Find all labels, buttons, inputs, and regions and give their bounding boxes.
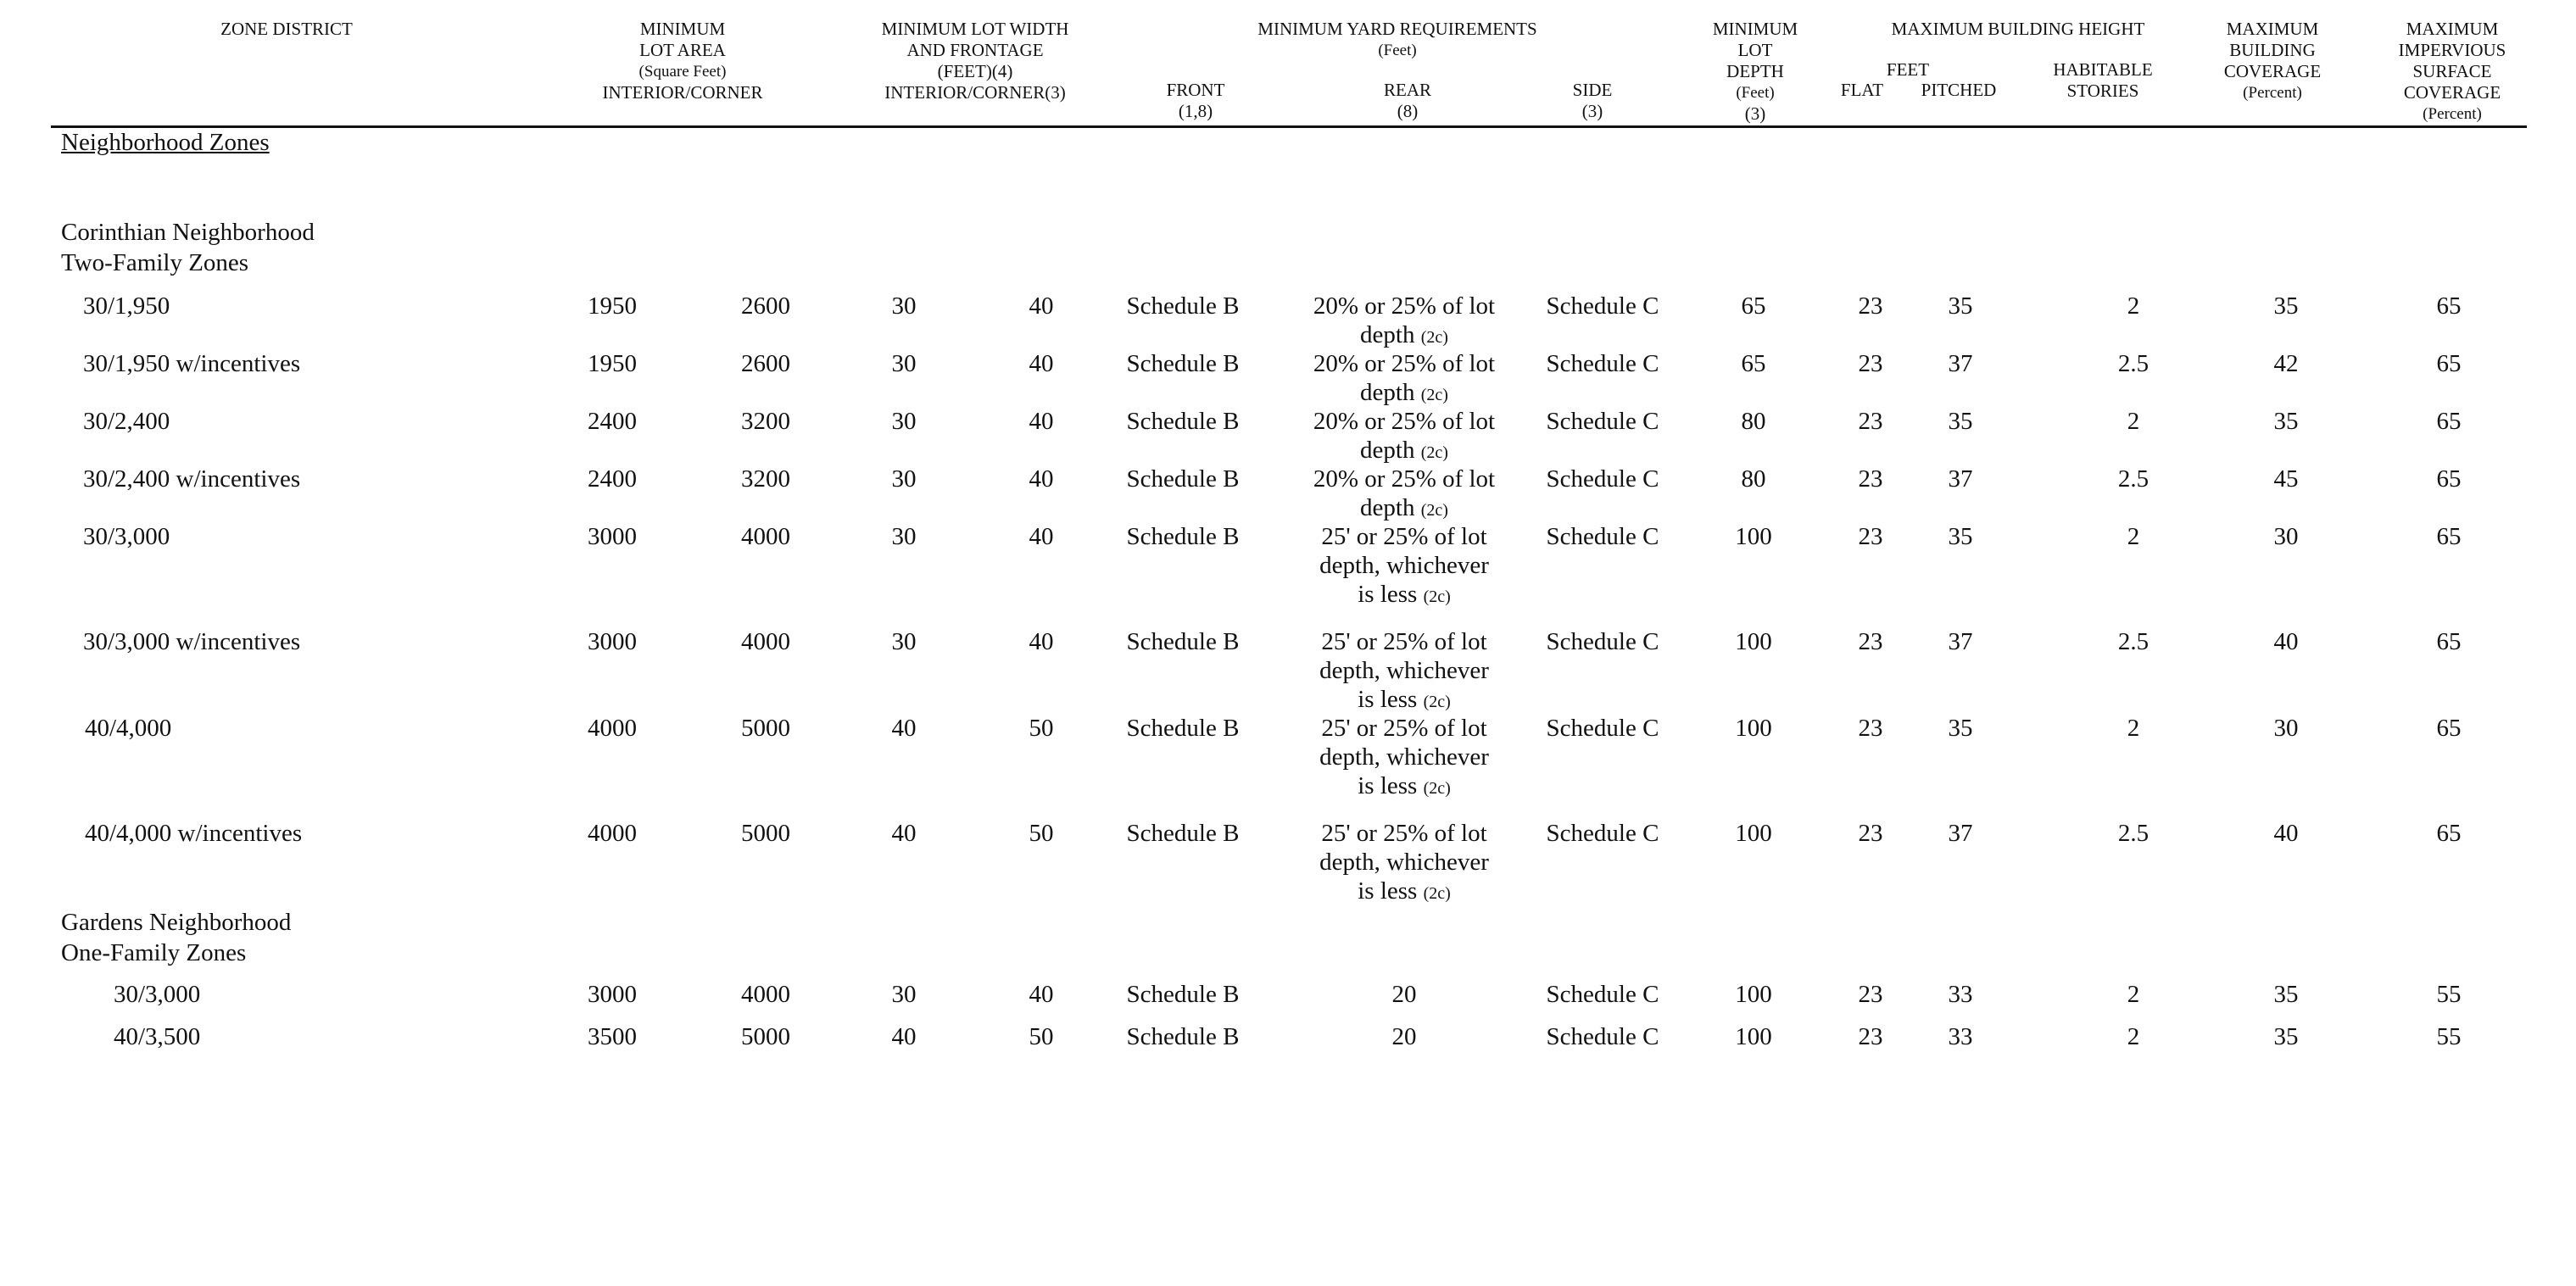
impervious-coverage-cell: 65 — [2436, 465, 2462, 493]
area-corner-cell: 3200 — [741, 465, 790, 493]
area-corner-cell: 4000 — [741, 523, 790, 550]
section-gardens: Gardens Neighborhood One-Family Zones — [61, 909, 292, 966]
front-yard-cell: Schedule B — [1126, 981, 1240, 1008]
area-interior-cell: 2400 — [588, 465, 637, 493]
height-pitched-cell: 37 — [1948, 350, 1973, 377]
height-pitched-cell: 33 — [1948, 1023, 1973, 1050]
header-front: FRONT (1,8) — [1166, 80, 1225, 121]
side-yard-cell: Schedule C — [1546, 292, 1659, 320]
lot-depth-cell: 100 — [1735, 1023, 1772, 1050]
table-row — [0, 714, 2576, 799]
header-pitched: PITCHED — [1921, 80, 1997, 100]
table-row — [0, 522, 2576, 608]
lot-depth-cell: 100 — [1735, 628, 1772, 655]
area-interior-cell: 3000 — [588, 981, 637, 1008]
rear-yard-cell: 20% or 25% of lot depth (2c) — [1313, 350, 1496, 406]
height-flat-cell: 23 — [1858, 350, 1883, 377]
side-yard-cell: Schedule C — [1546, 1023, 1659, 1050]
height-flat-cell: 23 — [1858, 1023, 1883, 1050]
width-corner-cell: 40 — [1029, 292, 1054, 320]
lot-depth-cell: 65 — [1741, 292, 1766, 320]
section-neighborhood-zones: Neighborhood Zones — [61, 129, 270, 156]
area-corner-cell: 3200 — [741, 408, 790, 435]
area-corner-cell: 5000 — [741, 820, 790, 847]
impervious-coverage-cell: 65 — [2436, 523, 2462, 550]
front-yard-cell: Schedule B — [1126, 1023, 1240, 1050]
height-pitched-cell: 37 — [1948, 465, 1973, 493]
area-interior-cell: 1950 — [588, 292, 637, 320]
stories-cell: 2 — [2127, 1023, 2140, 1050]
width-interior-cell: 40 — [891, 820, 917, 847]
building-coverage-cell: 40 — [2273, 820, 2299, 847]
height-pitched-cell: 35 — [1948, 292, 1973, 320]
rear-yard-cell: 25' or 25% of lot depth, whichever is less (2c) — [1319, 628, 1489, 713]
table-row — [0, 980, 2576, 1008]
height-flat-cell: 23 — [1858, 820, 1883, 847]
header-min-lot-width: MINIMUM LOT WIDTH AND FRONTAGE (FEET)(4) INTERIOR/CORNER(3) — [881, 19, 1069, 103]
zone-cell: 40/4,000 w/incentives — [85, 820, 303, 847]
impervious-coverage-cell: 65 — [2436, 820, 2462, 847]
table-row — [0, 1022, 2576, 1050]
height-flat-cell: 23 — [1858, 408, 1883, 435]
header-divider — [51, 125, 2527, 128]
area-interior-cell: 1950 — [588, 350, 637, 377]
area-interior-cell: 3500 — [588, 1023, 637, 1050]
header-min-lot-area: MINIMUM LOT AREA (Square Feet) INTERIOR/CORNER — [602, 19, 763, 103]
header-max-impervious: MAXIMUM IMPERVIOUS SURFACE COVERAGE (Percent) — [2398, 19, 2506, 123]
zone-cell: 40/3,500 — [114, 1023, 201, 1050]
front-yard-cell: Schedule B — [1126, 820, 1240, 847]
building-coverage-cell: 30 — [2273, 715, 2299, 742]
zone-cell: 30/1,950 w/incentives — [83, 350, 301, 377]
width-corner-cell: 50 — [1029, 715, 1054, 742]
front-yard-cell: Schedule B — [1126, 350, 1240, 377]
height-pitched-cell: 37 — [1948, 628, 1973, 655]
table-row — [0, 819, 2576, 905]
width-interior-cell: 30 — [891, 981, 917, 1008]
width-corner-cell: 40 — [1029, 628, 1054, 655]
building-coverage-cell: 30 — [2273, 523, 2299, 550]
section-corinthian: Corinthian Neighborhood Two-Family Zones — [61, 219, 315, 276]
table-row — [0, 349, 2576, 406]
side-yard-cell: Schedule C — [1546, 408, 1659, 435]
header-zone-district: ZONE DISTRICT — [220, 19, 353, 39]
building-coverage-cell: 35 — [2273, 292, 2299, 320]
width-interior-cell: 30 — [891, 628, 917, 655]
lot-depth-cell: 100 — [1735, 523, 1772, 550]
width-corner-cell: 40 — [1029, 350, 1054, 377]
height-flat-cell: 23 — [1858, 523, 1883, 550]
header-min-lot-depth: MINIMUM LOT DEPTH (Feet) (3) — [1712, 19, 1798, 124]
height-pitched-cell: 35 — [1948, 408, 1973, 435]
height-flat-cell: 23 — [1858, 981, 1883, 1008]
height-flat-cell: 23 — [1858, 715, 1883, 742]
header-habitable-stories: HABITABLE STORIES — [2053, 59, 2153, 101]
front-yard-cell: Schedule B — [1126, 715, 1240, 742]
area-corner-cell: 4000 — [741, 628, 790, 655]
header-side: SIDE (3) — [1572, 80, 1613, 121]
width-interior-cell: 40 — [891, 1023, 917, 1050]
height-pitched-cell: 37 — [1948, 820, 1973, 847]
stories-cell: 2.5 — [2117, 628, 2149, 655]
side-yard-cell: Schedule C — [1546, 820, 1659, 847]
width-interior-cell: 30 — [891, 523, 917, 550]
stories-cell: 2.5 — [2117, 465, 2149, 493]
height-pitched-cell: 35 — [1948, 523, 1973, 550]
width-corner-cell: 50 — [1029, 1023, 1054, 1050]
building-coverage-cell: 35 — [2273, 408, 2299, 435]
height-flat-cell: 23 — [1858, 465, 1883, 493]
side-yard-cell: Schedule C — [1546, 523, 1659, 550]
impervious-coverage-cell: 55 — [2436, 981, 2462, 1008]
stories-cell: 2.5 — [2117, 350, 2149, 377]
area-interior-cell: 3000 — [588, 628, 637, 655]
height-flat-cell: 23 — [1858, 628, 1883, 655]
lot-depth-cell: 100 — [1735, 715, 1772, 742]
header-rear: REAR (8) — [1383, 80, 1432, 121]
rear-yard-cell: 25' or 25% of lot depth, whichever is less (2c) — [1319, 820, 1489, 905]
zone-cell: 40/4,000 — [85, 715, 172, 742]
front-yard-cell: Schedule B — [1126, 628, 1240, 655]
height-pitched-cell: 33 — [1948, 981, 1973, 1008]
header-feet: FEET — [1886, 59, 1930, 80]
stories-cell: 2.5 — [2117, 820, 2149, 847]
area-corner-cell: 2600 — [741, 292, 790, 320]
front-yard-cell: Schedule B — [1126, 465, 1240, 493]
zone-cell: 30/2,400 w/incentives — [83, 465, 301, 493]
area-corner-cell: 5000 — [741, 715, 790, 742]
header-min-yard: MINIMUM YARD REQUIREMENTS (Feet) — [1257, 19, 1537, 59]
rear-yard-cell: 20% or 25% of lot depth (2c) — [1313, 408, 1496, 464]
building-coverage-cell: 42 — [2273, 350, 2299, 377]
impervious-coverage-cell: 65 — [2436, 350, 2462, 377]
rear-yard-cell: 20% or 25% of lot depth (2c) — [1313, 465, 1496, 521]
stories-cell: 2 — [2127, 292, 2140, 320]
area-interior-cell: 2400 — [588, 408, 637, 435]
impervious-coverage-cell: 55 — [2436, 1023, 2462, 1050]
width-interior-cell: 30 — [891, 350, 917, 377]
stories-cell: 2 — [2127, 981, 2140, 1008]
stories-cell: 2 — [2127, 715, 2140, 742]
lot-depth-cell: 80 — [1741, 465, 1766, 493]
rear-yard-cell: 20 — [1391, 981, 1417, 1008]
rear-yard-cell: 25' or 25% of lot depth, whichever is less (2c) — [1319, 715, 1489, 799]
header-flat: FLAT — [1840, 80, 1884, 100]
building-coverage-cell: 40 — [2273, 628, 2299, 655]
lot-depth-cell: 100 — [1735, 981, 1772, 1008]
area-interior-cell: 4000 — [588, 820, 637, 847]
building-coverage-cell: 35 — [2273, 1023, 2299, 1050]
zone-cell: 30/3,000 w/incentives — [83, 628, 301, 655]
area-interior-cell: 3000 — [588, 523, 637, 550]
lot-depth-cell: 65 — [1741, 350, 1766, 377]
side-yard-cell: Schedule C — [1546, 981, 1659, 1008]
zone-cell: 30/3,000 — [83, 523, 170, 550]
rear-yard-cell: 20% or 25% of lot depth (2c) — [1313, 292, 1496, 348]
height-pitched-cell: 35 — [1948, 715, 1973, 742]
width-corner-cell: 40 — [1029, 981, 1054, 1008]
impervious-coverage-cell: 65 — [2436, 292, 2462, 320]
area-corner-cell: 4000 — [741, 981, 790, 1008]
building-coverage-cell: 45 — [2273, 465, 2299, 493]
width-interior-cell: 30 — [891, 408, 917, 435]
stories-cell: 2 — [2127, 408, 2140, 435]
rear-yard-cell: 25' or 25% of lot depth, whichever is less (2c) — [1319, 523, 1489, 608]
table-row — [0, 407, 2576, 464]
impervious-coverage-cell: 65 — [2436, 715, 2462, 742]
stories-cell: 2 — [2127, 523, 2140, 550]
lot-depth-cell: 80 — [1741, 408, 1766, 435]
front-yard-cell: Schedule B — [1126, 523, 1240, 550]
table-row — [0, 627, 2576, 713]
width-interior-cell: 30 — [891, 465, 917, 493]
header-max-building-height: MAXIMUM BUILDING HEIGHT — [1891, 19, 2145, 39]
zone-cell: 30/2,400 — [83, 408, 170, 435]
width-interior-cell: 40 — [891, 715, 917, 742]
width-corner-cell: 40 — [1029, 523, 1054, 550]
side-yard-cell: Schedule C — [1546, 715, 1659, 742]
width-corner-cell: 50 — [1029, 820, 1054, 847]
zone-cell: 30/1,950 — [83, 292, 170, 320]
header-max-building-coverage: MAXIMUM BUILDING COVERAGE (Percent) — [2223, 19, 2322, 102]
front-yard-cell: Schedule B — [1126, 292, 1240, 320]
impervious-coverage-cell: 65 — [2436, 628, 2462, 655]
lot-depth-cell: 100 — [1735, 820, 1772, 847]
zone-cell: 30/3,000 — [114, 981, 201, 1008]
width-interior-cell: 30 — [891, 292, 917, 320]
front-yard-cell: Schedule B — [1126, 408, 1240, 435]
area-interior-cell: 4000 — [588, 715, 637, 742]
side-yard-cell: Schedule C — [1546, 350, 1659, 377]
height-flat-cell: 23 — [1858, 292, 1883, 320]
width-corner-cell: 40 — [1029, 465, 1054, 493]
building-coverage-cell: 35 — [2273, 981, 2299, 1008]
side-yard-cell: Schedule C — [1546, 628, 1659, 655]
area-corner-cell: 2600 — [741, 350, 790, 377]
impervious-coverage-cell: 65 — [2436, 408, 2462, 435]
area-corner-cell: 5000 — [741, 1023, 790, 1050]
width-corner-cell: 40 — [1029, 408, 1054, 435]
side-yard-cell: Schedule C — [1546, 465, 1659, 493]
rear-yard-cell: 20 — [1391, 1023, 1417, 1050]
